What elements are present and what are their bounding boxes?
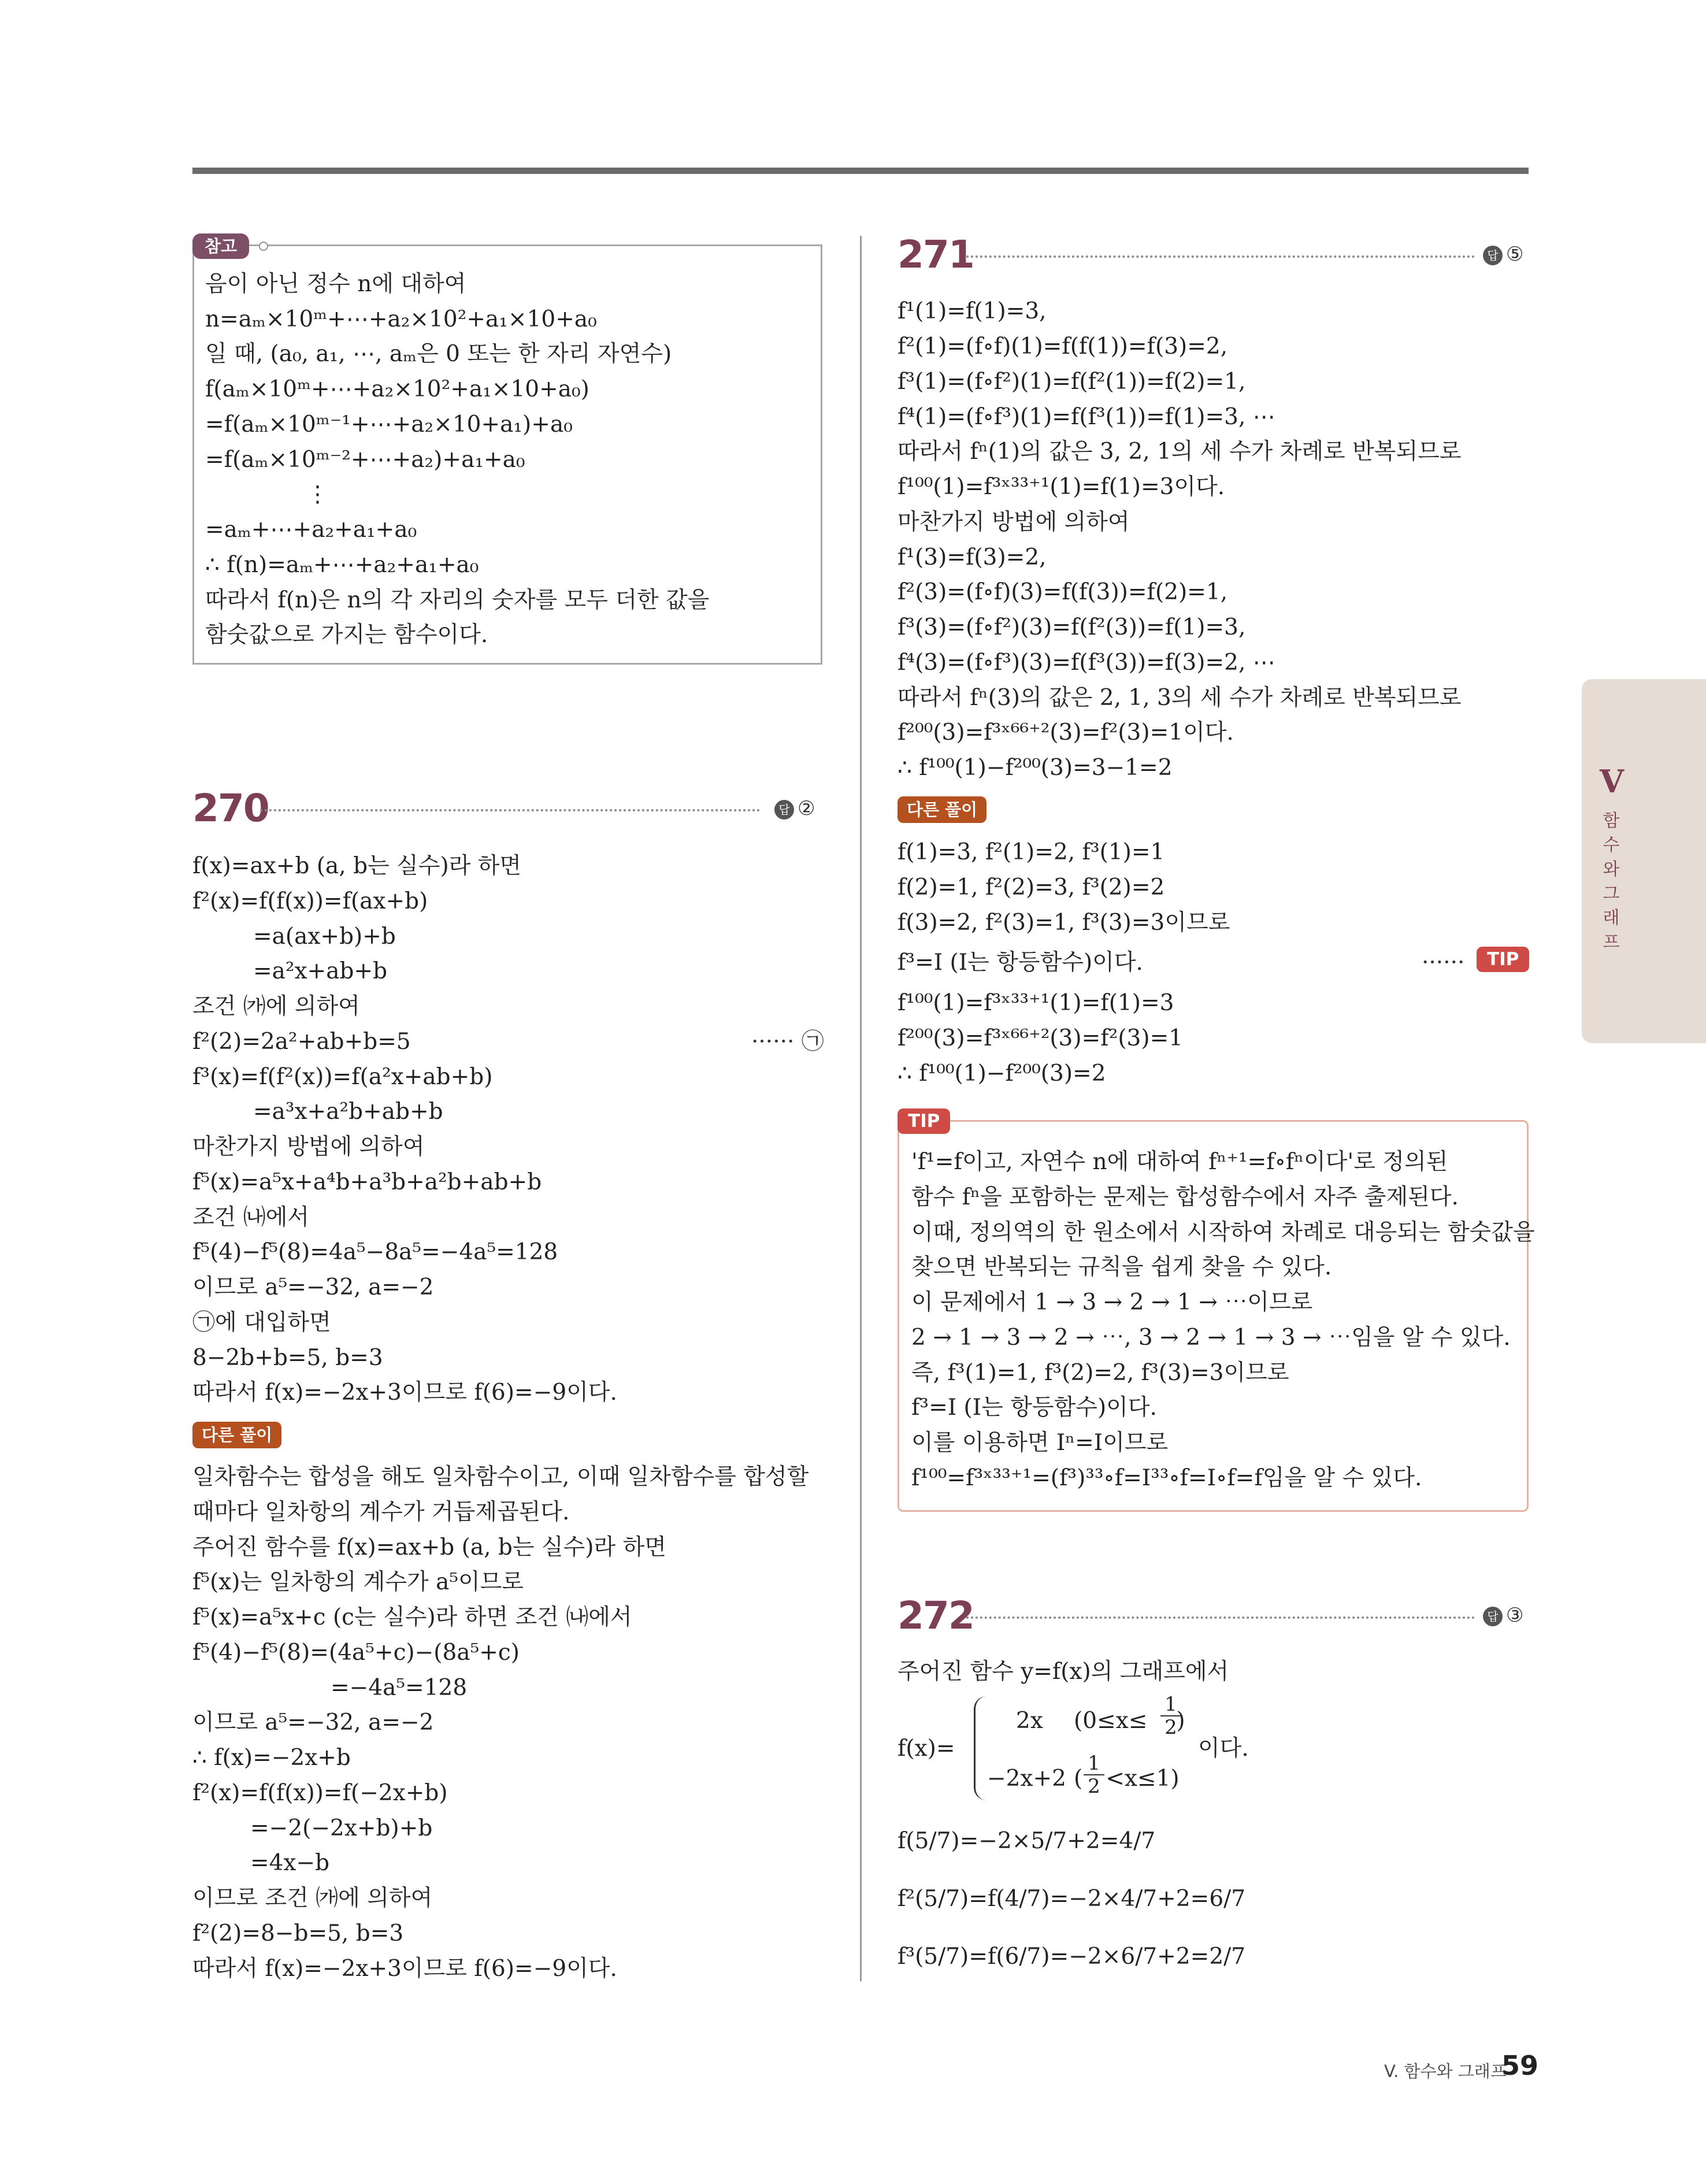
answer-value: ③ xyxy=(1506,1604,1524,1627)
note-line: f(aₘ×10ᵐ+⋯+a₂×10²+a₁×10+a₀) xyxy=(205,376,589,402)
tip-line: 2 → 1 → 3 → 2 → ⋯, 3 → 2 → 1 → 3 → ⋯임을 알 수 있다. xyxy=(911,1325,1511,1351)
tip-line: 이 문제에서 1 → 3 → 2 → 1 → ⋯이므로 xyxy=(911,1289,1313,1315)
solution-line: 따라서 fⁿ(1)의 값은 3, 2, 1의 세 수가 차례로 반복되므로 xyxy=(897,439,1462,465)
solution-line: f(x)=ax+b (a, b는 실수)라 하면 xyxy=(192,853,522,879)
piecewise-tail: 이다. xyxy=(1198,1736,1249,1762)
solution-line: f³(1)=(f∘f²)(1)=f(f²(1))=f(2)=1, xyxy=(897,369,1246,395)
fraction-half xyxy=(1084,1752,1104,1797)
fraction-half xyxy=(1160,1693,1181,1738)
problem-number-271: 271 xyxy=(897,232,974,277)
note-line: =aₘ+⋯+a₂+a₁+a₀ xyxy=(205,517,417,543)
problem-number-272: 272 xyxy=(897,1593,974,1638)
chapter-roman: V xyxy=(1600,763,1624,800)
piecewise-case-2: −2x+2 xyxy=(987,1766,1066,1792)
alt-line: f⁵(x)는 일차항의 계수가 a⁵이므로 xyxy=(192,1569,524,1595)
tip-line: 'f¹=f이고, 자연수 n에 대하여 fⁿ⁺¹=f∘fⁿ이다'로 정의된 xyxy=(911,1149,1448,1175)
solution-line: f³(3)=(f∘f²)(3)=f(f²(3))=f(1)=3, xyxy=(897,614,1246,640)
solution-line: f³(x)=f(f²(x))=f(a²x+ab+b) xyxy=(192,1064,493,1090)
alt-line: f(3)=2, f²(3)=1, f³(3)=3이므로 xyxy=(897,910,1230,936)
solution-line: 주어진 함수 y=f(x)의 그래프에서 xyxy=(897,1659,1229,1685)
alt-line: f(2)=1, f²(2)=3, f³(2)=2 xyxy=(897,874,1165,900)
note-line: n=aₘ×10ᵐ+⋯+a₂×10²+a₁×10+a₀ xyxy=(205,306,597,332)
fraction-num: 1 xyxy=(1088,1752,1100,1775)
note-line: 따라서 f(n)은 n의 각 자리의 숫자를 모두 더한 값을 xyxy=(205,587,710,613)
solution-line: f²(1)=(f∘f)(1)=f(f(1))=f(3)=2, xyxy=(897,333,1228,359)
page-number: 59 xyxy=(1501,2050,1539,2081)
note-line: =f(aₘ×10ᵐ⁻²+⋯+a₂)+a₁+a₀ xyxy=(205,447,525,473)
leader-dots xyxy=(966,255,1475,258)
answer-value: ⑤ xyxy=(1506,243,1524,266)
solution-line: =a(ax+b)+b xyxy=(253,924,396,950)
leader-dots xyxy=(260,809,760,811)
fraction-den: 2 xyxy=(1160,1715,1181,1738)
chapter-label-text: 함수와 그래프 xyxy=(1603,811,1620,952)
alt-solution-tag: 다른 풀이 xyxy=(192,1422,281,1448)
piecewise-cond-2: ( <x≤1) xyxy=(1074,1766,1180,1792)
solution-line: 조건 ㈏에서 xyxy=(192,1204,310,1230)
alt-line: =−2(−2x+b)+b xyxy=(250,1815,433,1841)
solution-line: f²(x)=f(f(x))=f(ax+b) xyxy=(192,888,428,914)
tip-line: 함수 fⁿ을 포함하는 문제는 합성함수에서 자주 출제된다. xyxy=(911,1184,1459,1210)
leader-dots xyxy=(966,1616,1475,1619)
column-divider xyxy=(860,236,862,1981)
cond-1-left: 0≤x≤ xyxy=(1082,1708,1148,1734)
solution-line: f¹(1)=f(1)=3, xyxy=(897,298,1047,324)
note-line: 음이 아닌 정수 n에 대하여 xyxy=(205,271,466,297)
alt-line: ∴ f(x)=−2x+b xyxy=(192,1745,351,1771)
tip-reference-dots: ······ xyxy=(1422,950,1465,976)
tip-line: 찾으면 반복되는 규칙을 쉽게 찾을 수 있다. xyxy=(911,1254,1332,1280)
answer-272 xyxy=(1483,1603,1523,1628)
note-tag-dot xyxy=(259,242,268,251)
iteration-line: f(5/7)=−2×5/7+2=4/7 xyxy=(897,1828,1156,1854)
footer-chapter: V. 함수와 그래프 xyxy=(1384,2061,1507,2081)
note-line: ∴ f(n)=aₘ+⋯+a₂+a₁+a₀ xyxy=(205,552,479,578)
cond-2-right: <x≤1 xyxy=(1106,1766,1171,1792)
alt-line: f⁵(4)−f⁵(8)=(4a⁵+c)−(8a⁵+c) xyxy=(192,1640,520,1666)
solution-line: 이므로 a⁵=−32, a=−2 xyxy=(192,1274,434,1300)
alt-line: ∴ f¹⁰⁰(1)−f²⁰⁰(3)=2 xyxy=(897,1061,1106,1087)
alt-line: 이므로 a⁵=−32, a=−2 xyxy=(192,1710,434,1736)
alt-line: 일차함수는 합성을 해도 일차함수이고, 이때 일차함수를 합성할 xyxy=(192,1464,809,1490)
tip-reference-tag: TIP xyxy=(1477,947,1529,972)
tip-tag: TIP xyxy=(897,1108,950,1134)
piecewise-case-1: 2x xyxy=(1016,1708,1043,1734)
fraction-den: 2 xyxy=(1084,1774,1104,1797)
alt-line: f²⁰⁰(3)=f³ˣ⁶⁶⁺²(3)=f²(3)=1 xyxy=(897,1025,1184,1051)
solution-line: 8−2b+b=5, b=3 xyxy=(192,1345,383,1371)
solution-line: f²(3)=(f∘f)(3)=f(f(3))=f(2)=1, xyxy=(897,579,1228,605)
answer-271 xyxy=(1483,242,1523,267)
solution-line: f¹⁰⁰(1)=f³ˣ³³⁺¹(1)=f(1)=3이다. xyxy=(897,474,1225,500)
tip-line: 이때, 정의역의 한 원소에서 시작하여 차례로 대응되는 함숫값을 xyxy=(911,1219,1535,1245)
note-line: =f(aₘ×10ᵐ⁻¹+⋯+a₂×10+a₁)+a₀ xyxy=(205,411,573,437)
answer-badge: 답 xyxy=(1483,246,1503,265)
alt-line: f³=I (I는 항등함수)이다. xyxy=(897,950,1143,976)
piecewise-brace xyxy=(974,1696,988,1800)
solution-line: f²(2)=2a²+ab+b=5 xyxy=(192,1029,411,1055)
solution-line: f⁵(4)−f⁵(8)=4a⁵−8a⁵=−4a⁵=128 xyxy=(192,1239,558,1265)
solution-line: f²⁰⁰(3)=f³ˣ⁶⁶⁺²(3)=f²(3)=1이다. xyxy=(897,720,1234,746)
solution-line: f⁵(x)=a⁵x+a⁴b+a³b+a²b+ab+b xyxy=(192,1169,542,1195)
solution-line: f¹(3)=f(3)=2, xyxy=(897,544,1047,570)
alt-line: f²(x)=f(f(x))=f(−2x+b) xyxy=(192,1780,448,1806)
solution-line: f⁴(1)=(f∘f³)(1)=f(f³(1))=f(1)=3, ⋯ xyxy=(897,404,1275,430)
iteration-line: f²(5/7)=f(4/7)=−2×4/7+2=6/7 xyxy=(897,1886,1246,1912)
solution-line: 마찬가지 방법에 의하여 xyxy=(192,1134,425,1160)
note-line: 함숫값으로 가지는 함수이다. xyxy=(205,622,488,648)
alt-line: =4x−b xyxy=(250,1850,330,1876)
tip-line: f³=I (I는 항등함수)이다. xyxy=(911,1395,1157,1421)
solution-line: =a²x+ab+b xyxy=(253,958,388,984)
solution-line: 따라서 f(x)=−2x+3이므로 f(6)=−9이다. xyxy=(192,1380,617,1406)
answer-value: ② xyxy=(798,797,815,820)
note-line: 일 때, (a₀, a₁, ⋯, aₘ은 0 또는 한 자리 자연수) xyxy=(205,341,672,367)
alt-line: 주어진 함수를 f(x)=ax+b (a, b는 실수)라 하면 xyxy=(192,1534,666,1560)
answer-badge: 답 xyxy=(1483,1607,1503,1626)
alt-solution-tag: 다른 풀이 xyxy=(897,796,986,823)
solution-line: f⁴(3)=(f∘f³)(3)=f(f³(3))=f(3)=2, ⋯ xyxy=(897,650,1275,676)
alt-line: 따라서 f(x)=−2x+3이므로 f(6)=−9이다. xyxy=(192,1956,617,1982)
answer-badge: 답 xyxy=(774,800,794,820)
alt-line: f⁵(x)=a⁵x+c (c는 실수)라 하면 조건 ㈏에서 xyxy=(192,1604,632,1630)
piecewise-cond-1: (0≤x≤ ) xyxy=(1074,1708,1185,1734)
answer-270 xyxy=(774,796,815,821)
solution-line: ㉠에 대입하면 xyxy=(192,1310,331,1336)
iteration-line: f³(5/7)=f(6/7)=−2×6/7+2=2/7 xyxy=(897,1944,1246,1970)
solution-line: 조건 ㈎에 의하여 xyxy=(192,993,360,1019)
fraction-num: 1 xyxy=(1164,1693,1177,1716)
note-tag: 참고 xyxy=(192,233,249,259)
solution-line: 마찬가지 방법에 의하여 xyxy=(897,509,1130,535)
solution-line: ∴ f¹⁰⁰(1)−f²⁰⁰(3)=3−1=2 xyxy=(897,755,1173,781)
alt-line: f(1)=3, f²(1)=2, f³(1)=1 xyxy=(897,839,1165,865)
alt-line: f²(2)=8−b=5, b=3 xyxy=(192,1920,404,1946)
alt-line: f¹⁰⁰(1)=f³ˣ³³⁺¹(1)=f(1)=3 xyxy=(897,990,1174,1016)
top-rule xyxy=(192,168,1529,174)
tip-line: 즉, f³(1)=1, f³(2)=2, f³(3)=3이므로 xyxy=(911,1360,1289,1386)
mark-1: ······ ㉠ xyxy=(751,1029,824,1055)
alt-line: 때마다 일차항의 계수가 거듭제곱된다. xyxy=(192,1499,570,1525)
chapter-label xyxy=(1600,809,1623,955)
tip-line: f¹⁰⁰=f³ˣ³³⁺¹=(f³)³³∘f=I³³∘f=I∘f=f임을 알 수 있다. xyxy=(911,1465,1422,1491)
alt-line: =−4a⁵=128 xyxy=(331,1675,468,1701)
piecewise-lhs: f(x)= xyxy=(897,1736,955,1762)
problem-number-270: 270 xyxy=(192,786,269,830)
note-vdots: ⋮ xyxy=(306,481,329,507)
tip-line: 이를 이용하면 Iⁿ=I이므로 xyxy=(911,1430,1169,1456)
solution-line: 따라서 fⁿ(3)의 값은 2, 1, 3의 세 수가 차례로 반복되므로 xyxy=(897,685,1462,711)
alt-line: 이므로 조건 ㈎에 의하여 xyxy=(192,1885,433,1911)
solution-line: =a³x+a²b+ab+b xyxy=(253,1099,443,1125)
